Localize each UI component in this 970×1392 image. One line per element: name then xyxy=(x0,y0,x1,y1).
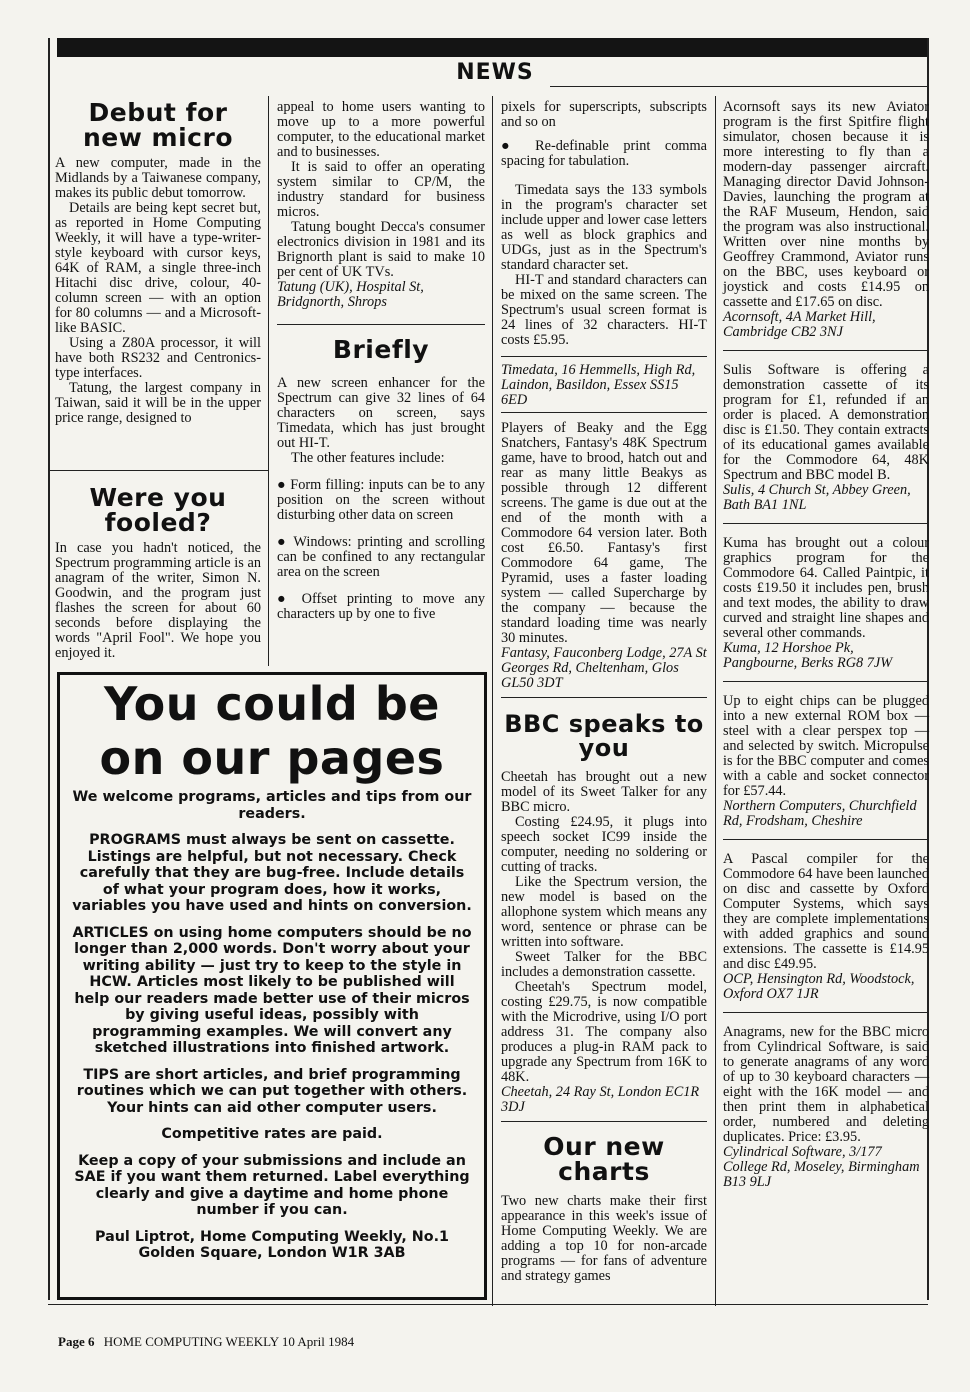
paragraph: Acornsoft says its new Aviator program is the first Spitfire flight simulator, chosen because it is more interesting to fly than a modern-day passenger aircraft. Managing director David Johnson-Davies, launching the program at the RAF Museum, Hendon, said the program was also instructional. Written over nine months by Geoffrey Crammond, Aviator runs on the BBC, uses keyboard or joystick and costs £14.95 on cassette and £17.65 on disc. xyxy=(723,99,929,310)
paragraph: appeal to home users wanting to move up to a more powerful computer, to the educational market and to businesses. xyxy=(277,99,485,160)
column-3 xyxy=(501,100,707,1284)
column-1-lower xyxy=(55,485,261,661)
ad-paragraph: PROGRAMS must always be sent on cassette. Listings are helpful, but not necessary. Check carefully that they are bug-free. Include details of what your program does, how it works, variables you have used and hints on conversion. xyxy=(72,832,472,914)
paragraph: Like the Spectrum version, the new model is based on the allophone system which means any word, sentence or phrase can be written into software. xyxy=(501,874,707,950)
divider xyxy=(723,681,929,682)
divider xyxy=(501,1121,707,1122)
header-bar xyxy=(57,38,927,57)
bullet-item: ● Form filling: inputs can be to any position on the screen without disturbing other data on screen xyxy=(277,477,485,523)
address: Northern Computers, Churchfield Rd, Frodsham, Cheshire xyxy=(723,798,917,829)
address: Tatung (UK), Hospital St, Bridgnorth, Shrops xyxy=(277,279,424,310)
paragraph: Two new charts make their first appearance in this week's issue of Home Computing Weekly. We are adding a top 10 for non-arcade programs — for fans of adventure and strategy games xyxy=(501,1193,707,1284)
paragraph: It is said to offer an operating system similar to CP/M, the industry standard for business micros. xyxy=(277,159,485,220)
divider xyxy=(723,350,929,351)
paragraph: Tatung bought Decca's consumer electronics division in 1981 and its Brignorth plant is said to make 10 per cent of UK TVs. xyxy=(277,219,485,280)
paragraph: Using a Z80A processor, it will have both RS232 and Centronics-type interfaces. xyxy=(55,335,261,381)
paragraph: Details are being kept secret but, as reported in Home Computing Weekly, it will have a type-writer-style keyboard with cursor keys, 64K of RAM, a single three-inch Hitachi disc drive, colour, 40-column screen — with an option for 80 columns — and a Microsoft-like BASIC. xyxy=(55,200,261,336)
address: Acornsoft, 4A Market Hill, Cambridge CB2 3NJ xyxy=(723,309,876,340)
paragraph: Costing £24.95, it plugs into speech socket IC99 inside the computer, needing no soldering or cutting of tracks. xyxy=(501,814,707,875)
divider xyxy=(501,356,707,357)
paragraph: Up to eight chips can be plugged into a new external ROM box — steel with a clear perspex top — and selected by switch. Micropulse is for the BBC computer and comes with a cable and socket connector for £57.44. xyxy=(723,693,929,799)
divider xyxy=(723,1012,929,1013)
ad-title-line-2: on our pages xyxy=(99,731,445,785)
divider xyxy=(723,523,929,524)
divider xyxy=(277,324,485,325)
headline-debut: Debut for new micro xyxy=(83,98,233,152)
paragraph: pixels for superscripts, subscripts and so on xyxy=(501,99,707,130)
news-rule xyxy=(550,86,927,87)
ad-paragraph: Competitive rates are paid. xyxy=(161,1126,383,1142)
paragraph: Anagrams, new for the BBC micro from Cylindrical Software, is said to generate anagrams of any word of up to 30 keyboard characters — eight with the 16K model — and then print them in alphabetical order, numbered and deleting duplicates. Price: £3.95. xyxy=(723,1024,929,1145)
column-2 xyxy=(277,100,485,622)
bottom-rule xyxy=(48,1304,928,1305)
address: OCP, Hensington Rd, Woodstock, Oxford OX7 1JR xyxy=(723,971,915,1002)
address: Kuma, 12 Horshoe Pk, Pangbourne, Berks RG8 7JW xyxy=(723,640,893,671)
column-4 xyxy=(723,100,929,1190)
ad-paragraph: TIPS are short articles, and brief programming routines which we can put together with others. Your hints can aid other computer users. xyxy=(76,1066,468,1116)
page-number: Page 6 xyxy=(58,1334,95,1349)
paragraph: Cheetah's Spectrum model, costing £29.75, is now compatible with the Microdrive, using I/O port address 31. The company also produces a plug-in RAM pack to upgrade any Spectrum from 16K to 48K. xyxy=(501,979,707,1085)
headline-bbc: BBC speaks to you xyxy=(504,710,704,762)
paragraph: HI-T and standard characters can be mixed on the same screen. The Spectrum's usual screen format is 24 lines of 32 characters. HI-T costs £5.95. xyxy=(501,272,707,348)
publication-line: HOME COMPUTING WEEKLY 10 April 1984 xyxy=(103,1334,355,1349)
paragraph: Cheetah has brought out a new model of its Sweet Talker for any BBC micro. xyxy=(501,769,707,815)
paragraph: The other features include: xyxy=(291,450,445,466)
paragraph: In case you hadn't noticed, the Spectrum programming article is an anagram of the writer, Simon N. Goodwin, and the program just flashes the screen for about 60 seconds before displaying the words "April Fool". We hope you enjoyed it. xyxy=(55,540,261,661)
divider xyxy=(50,470,268,471)
left-border xyxy=(48,38,50,1300)
paragraph: Tatung, the largest company in Taiwan, said it will be in the upper price range, designed to xyxy=(55,380,261,426)
page-footer xyxy=(58,1334,354,1350)
paragraph: Kuma has brought out a colour graphics program for the Commodore 64. Called Paintpic, it costs £19.50 it includes pen, brush and text modes, the ability to draw curved and straight line shapes and several other commands. xyxy=(723,535,929,641)
paragraph: Sweet Talker for the BBC includes a demonstration cassette. xyxy=(501,949,707,980)
ad-paragraph: ARTICLES on using home computers should be no longer than 2,000 words. Don't worry about your writing ability — just try to keep to the style in HCW. Articles most likely to be published will help our readers made better use of their micros by giving useful ideas, possibly with programming examples. We will convert any sketched illustrations into finished artwork. xyxy=(72,924,472,1056)
divider xyxy=(723,839,929,840)
address: Cylindrical Software, 3/177 College Rd, Moseley, Birmingham B13 9LJ xyxy=(723,1144,920,1190)
contributions-ad xyxy=(57,672,487,1300)
paragraph: A new screen enhancer for the Spectrum can give 32 lines of 64 characters on screen, says Timedata, which has just brought out HI-T. xyxy=(277,375,485,451)
ad-paragraph: We welcome programs, articles and tips from our readers. xyxy=(72,789,472,822)
bullet-item: ● Windows: printing and scrolling can be confined to any rectangular area on the screen xyxy=(277,534,485,580)
column-divider-1 xyxy=(268,96,269,666)
headline-charts: Our new charts xyxy=(543,1132,665,1186)
headline-briefly: Briefly xyxy=(332,335,430,364)
bullet-item: ● Offset printing to move any characters up by one to five xyxy=(277,591,485,622)
paragraph: A Pascal compiler for the Commodore 64 have been launched on disc and cassette by Oxford Computer Systems, which says they are complete implementations with added graphics and sound extensions. The cassette is £14.95 and disc £49.95. xyxy=(723,851,929,972)
column-divider-2 xyxy=(492,96,493,1306)
ad-paragraph: Keep a copy of your submissions and include an SAE if you want them returned. Label everything clearly and give a daytime and home phone number if you can. xyxy=(74,1152,470,1218)
paragraph: Players of Beaky and the Egg Snatchers, Fantasy's 48K Spectrum game, have to brood, hatch out and rear as many little Beakys as possible through 12 different screens. The game is due out at the end of the month with a Commodore 64 version later. Both cost £6.50. Fantasy's first Commodore 64 game, The Pyramid, uses a faster loading system — called Supercharge by the company — because the standard loading time was nearly 30 minutes. xyxy=(501,420,707,646)
address: Sulis, 4 Church St, Abbey Green, Bath BA1 1NL xyxy=(723,482,911,513)
column-1 xyxy=(55,100,261,426)
paragraph: Timedata says the 133 symbols in the program's character set include upper and lower case letters as well as block graphics and UDGs, just as in the Spectrum's standard character set. xyxy=(501,182,707,273)
bullet-item: ● Re-definable print comma spacing for tabulation. xyxy=(501,138,707,169)
address: Fantasy, Fauconberg Lodge, 27A St Georges Rd, Cheltenham, Glos GL50 3DT xyxy=(501,645,707,691)
headline-fooled: Were you fooled? xyxy=(89,483,227,537)
ad-address: Paul Liptrot, Home Computing Weekly, No.1 Golden Square, London W1R 3AB xyxy=(95,1228,449,1261)
divider xyxy=(501,697,707,698)
address: Cheetah, 24 Ray St, London EC1R 3DJ xyxy=(501,1084,700,1115)
paragraph: Sulis Software is offering a demonstration cassette of its program for £1, refunded if an order is placed. A demonstration disc is £1.50. They contain extracts of its educational games available for the Commodore 64, 48K Spectrum and BBC model B. xyxy=(723,362,929,483)
column-divider-3 xyxy=(715,96,716,1306)
ad-title-line-1: You could be xyxy=(104,677,440,731)
section-title: NEWS xyxy=(456,60,534,85)
paragraph: A new computer, made in the Midlands by a Taiwanese company, makes its public debut tomorrow. xyxy=(55,155,261,201)
divider xyxy=(501,412,707,413)
ad-body xyxy=(60,789,484,1262)
address: Timedata, 16 Hemmells, High Rd, Laindon, Basildon, Essex SS15 6ED xyxy=(501,362,696,408)
